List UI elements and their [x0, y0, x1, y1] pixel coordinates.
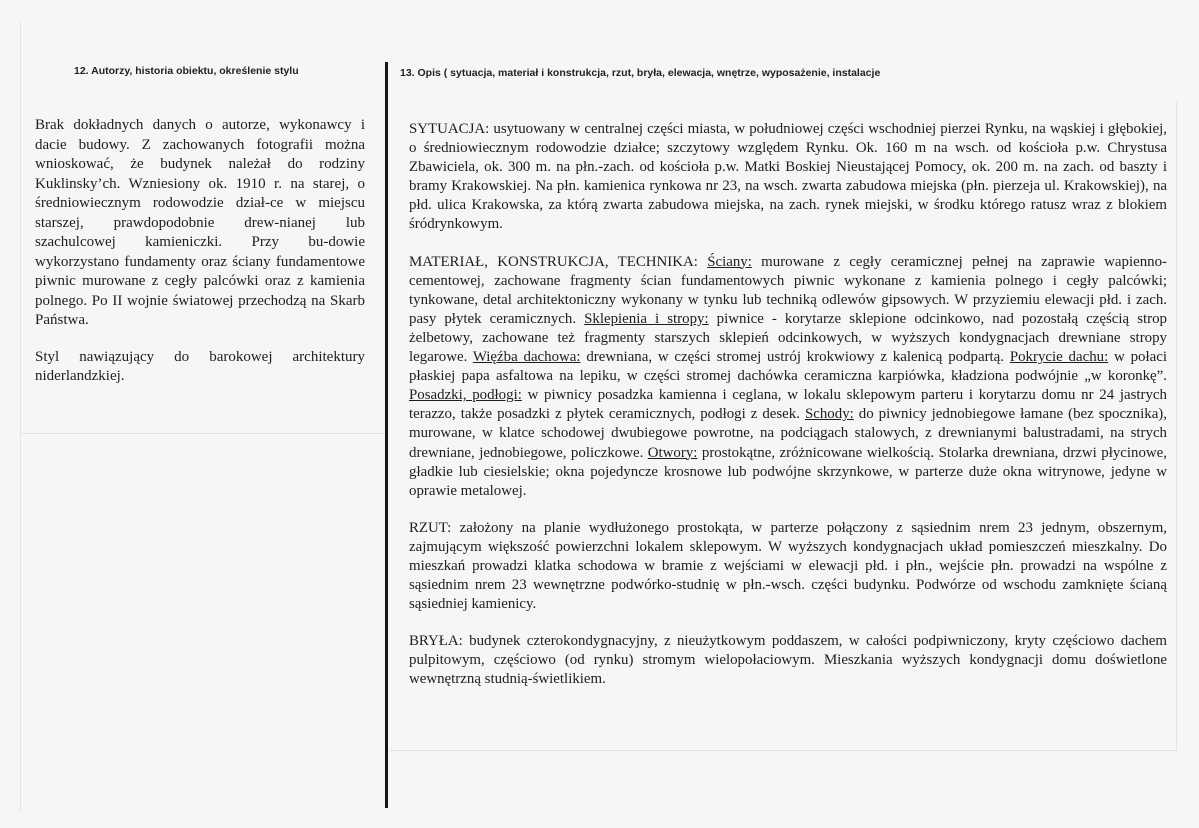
posadzki-label: Posadzki, podłogi:: [409, 387, 522, 404]
material-lead: MATERIAŁ, KONSTRUKCJA, TECHNIKA:: [409, 253, 708, 270]
otwory-label: Otwory:: [647, 444, 698, 461]
rzut-paragraph: RZUT: założony na planie wydłużonego prostokąta, w parterze połączony z sąsiednim nrem 23 jednym, obszernym, zajmującym większość powierzchni lokalem sklepowym. W wyższych kondygnacjach układ pomieszczeń mieszkalny. Do mieszkań prowadzi klatka schodowa w bramie z wejściami w elewacji płd. i płn., wejście płn. prowadzi na wspólne z sąsiednim nrem 23 wewnętrzne podwórko-studnię w płn.-wsch. części budynku. Podwórze od wschodu zamknięte ścianą sąsiedniej kamienicy.: [409, 519, 1167, 613]
column-divider: [385, 62, 388, 808]
style-paragraph: Styl nawiązujący do barokowej architektury niderlandzkiej.: [35, 348, 365, 384]
sciany-text: murowane z cegły ceramicznej pełnej na zaprawie wapienno-cementowej, zachowane fragmenty ścian fundamentowych piwnic wykonane z kamienia polnego i cegły palcówki; tynkowane, detal architektoniczny wykonany w tynku lub techniką odlewów gipsowych. W przyziemiu elewacji płd. i zach. pasy płytek ceramicznych.: [409, 253, 1167, 327]
sklepienia-text: piwnice - korytarze sklepione odcinkowo, nad pozostałą częścią strop żelbetowy, zachowane też fragmenty starszych sklepień odcinkowych, w wyższych kondygnacjach drewniane stropy legarowe.: [409, 310, 1167, 366]
material-paragraph: [409, 253, 1167, 501]
wiezba-label: Więźba dachowa:: [472, 349, 581, 366]
pokrycie-text: w połaci płaskiej papa asfaltowa na lepiku, w części stromej dachówka ceramiczna karpiówka, kładziona podwójnie „w koronkę”.: [409, 349, 1167, 385]
posadzki-text: w piwnicy posadzka kamienna i ceglana, w lokalu sklepowym parteru i korytarzu domu nr 24 jastrych terazzo, także posadzki z płytek ceramicznych, podłogi z desek.: [409, 387, 1167, 423]
schody-label: Schody:: [804, 406, 854, 423]
pokrycie-label: Pokrycie dachu:: [1009, 349, 1109, 366]
schody-text: do piwnicy jednobiegowe łamane (bez spocznika), murowane, w klatce schodowej dwubiegowe powrotne, na podciągach stalowych, z drewnianymi balustradami, na strych drewniane, jednobiegowe, policzkowe.: [409, 406, 1167, 461]
otwory-text: prostokątne, zróżnicowane wielkością. Stolarka drewniana, drzwi płycinowe, gładkie lub ciesielskie; okna pojedyncze krosnowe lub podwójne skrzynkowe, w parterze duże okna witrynowe, jedyne w oprawie metalowej.: [409, 444, 1167, 499]
bryla-paragraph: BRYŁA: budynek czterokondygnacyjny, z nieużytkowym poddaszem, w całości podpiwniczony, kryty częściowo dachem pulpitowym, częściowo (od rynku) stromym wielopołaciowym. Mieszkania wyższych kondygnacji domu doświetlone wewnętrzną studnią-świetlikiem.: [409, 633, 1167, 688]
section-12-content: [35, 116, 365, 387]
sklepienia-label: Sklepienia i stropy:: [584, 310, 709, 327]
section-12-header: 12. Autorzy, historia obiektu, określenie stylu: [74, 65, 299, 77]
history-paragraph: Brak dokładnych danych o autorze, wykonawcy i dacie budowy. Z zachowanych fotografii można wnioskować, że budynek należał do rodziny Kuklinsky’ch. Wzniesiony ok. 1910 r. na starej, o średniowiecznym rodowodzie dział-ce w miejscu starszej, prawdopodobnie drew-nianej lub szachulcowej kamieniczki. Przy bu-dowie wykorzystano fundamenty oraz ściany fundamentowe piwnic murowane z cegły palcówki oraz z kamienia polnego. Po II wojnie światowej przechodzą na Skarb Państwa.: [35, 117, 365, 328]
section-13-header: 13. Opis ( sytuacja, materiał i konstrukcja, rzut, bryła, elewacja, wnętrze, wyposażenie, instalacje: [400, 67, 881, 79]
sytuacja-paragraph: SYTUACJA: usytuowany w centralnej części miasta, w południowej części wschodniej pierzei Rynku, na wąskiej i głębokiej, o średniowiecznym rodowodzie działce; szczytowy względem Rynku. Ok. 160 m na wsch. od kościoła p.w. Chrystusa Zbawiciela, ok. 300 m. na płn.-zach. od kościoła p.w. Matki Boskiej Nieustającej Pomocy, ok. 200 m. na zach. od baszty i bramy Krakowskiej. Na płn. kamienica rynkowa nr 23, na wsch. zwarta zabudowa miejska (płn. pierzeja ul. Krakowskiej), na płd. ulica Krakowska, za którą zwarta zabudowa miejska, na zach. rynek miejski, w środku którego ratusz wraz z blokiem śródrynkowym.: [409, 121, 1167, 233]
wiezba-text: drewniana, w części stromej ustrój krokwiowy z kalenicą podpartą.: [580, 349, 1010, 366]
section-13-content: [409, 120, 1167, 690]
sciany-label: Ściany:: [707, 253, 752, 270]
